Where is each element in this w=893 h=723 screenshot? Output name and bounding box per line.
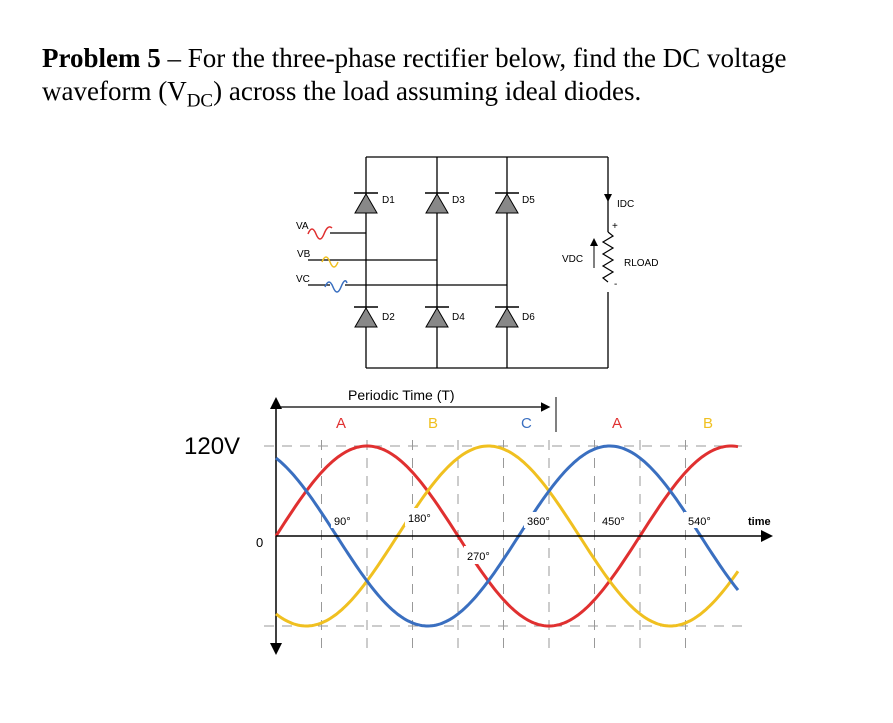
problem-text-line1: For the three-phase rectifier below, find the DC voltage [187,43,787,73]
label-d2: D2 [382,312,395,323]
source-vc-wave-icon [325,281,347,292]
source-va-wave-icon [308,227,332,239]
diode-d4 [425,307,449,327]
gridlines [264,440,750,655]
zero-label: 0 [256,535,264,550]
label-d3: D3 [452,195,465,206]
angle-450: 450° [602,516,625,528]
angle-90: 90° [334,516,351,528]
label-vc: VC [296,274,310,285]
label-d5: D5 [522,195,535,206]
diode-d1 [354,193,378,213]
label-va: VA [296,221,309,232]
label-d4: D4 [452,312,465,323]
problem-label: Problem 5 [42,43,161,73]
phase-label-a2: A [612,415,623,432]
phase-label-b1: B [428,415,439,432]
phase-label-a1: A [336,415,347,432]
label-d6: D6 [522,312,535,323]
phase-label-b2: B [703,415,714,432]
label-vb: VB [297,249,311,260]
problem-dash: – [160,43,188,73]
angle-180: 180° [408,513,431,525]
diode-d3 [425,193,449,213]
diode-d5 [495,193,519,213]
periodic-time-label: Periodic Time (T) [348,387,455,403]
label-idc: IDC [617,199,635,210]
load-resistor-icon [603,232,613,282]
angle-270: 270° [467,551,490,563]
label-minus: - [614,279,618,290]
problem-text-line2-post: ) across the load assuming ideal diodes. [213,76,642,106]
phase-label-c1: C [521,415,532,432]
time-label: time [748,516,771,528]
diode-d6 [495,307,519,327]
diode-d2 [354,307,378,327]
source-vb-wave-icon [322,257,338,267]
label-d1: D1 [382,195,395,206]
angle-540: 540° [688,516,711,528]
waveform-plot [184,387,771,655]
label-vdc: VDC [562,254,584,265]
label-plus: + [612,221,618,232]
problem-text-line2-pre: waveform (V [42,76,187,106]
problem-text-sub: DC [186,90,214,112]
amplitude-label: 120V [184,433,241,460]
angle-360: 360° [527,516,550,528]
label-rload: RLOAD [624,258,659,269]
